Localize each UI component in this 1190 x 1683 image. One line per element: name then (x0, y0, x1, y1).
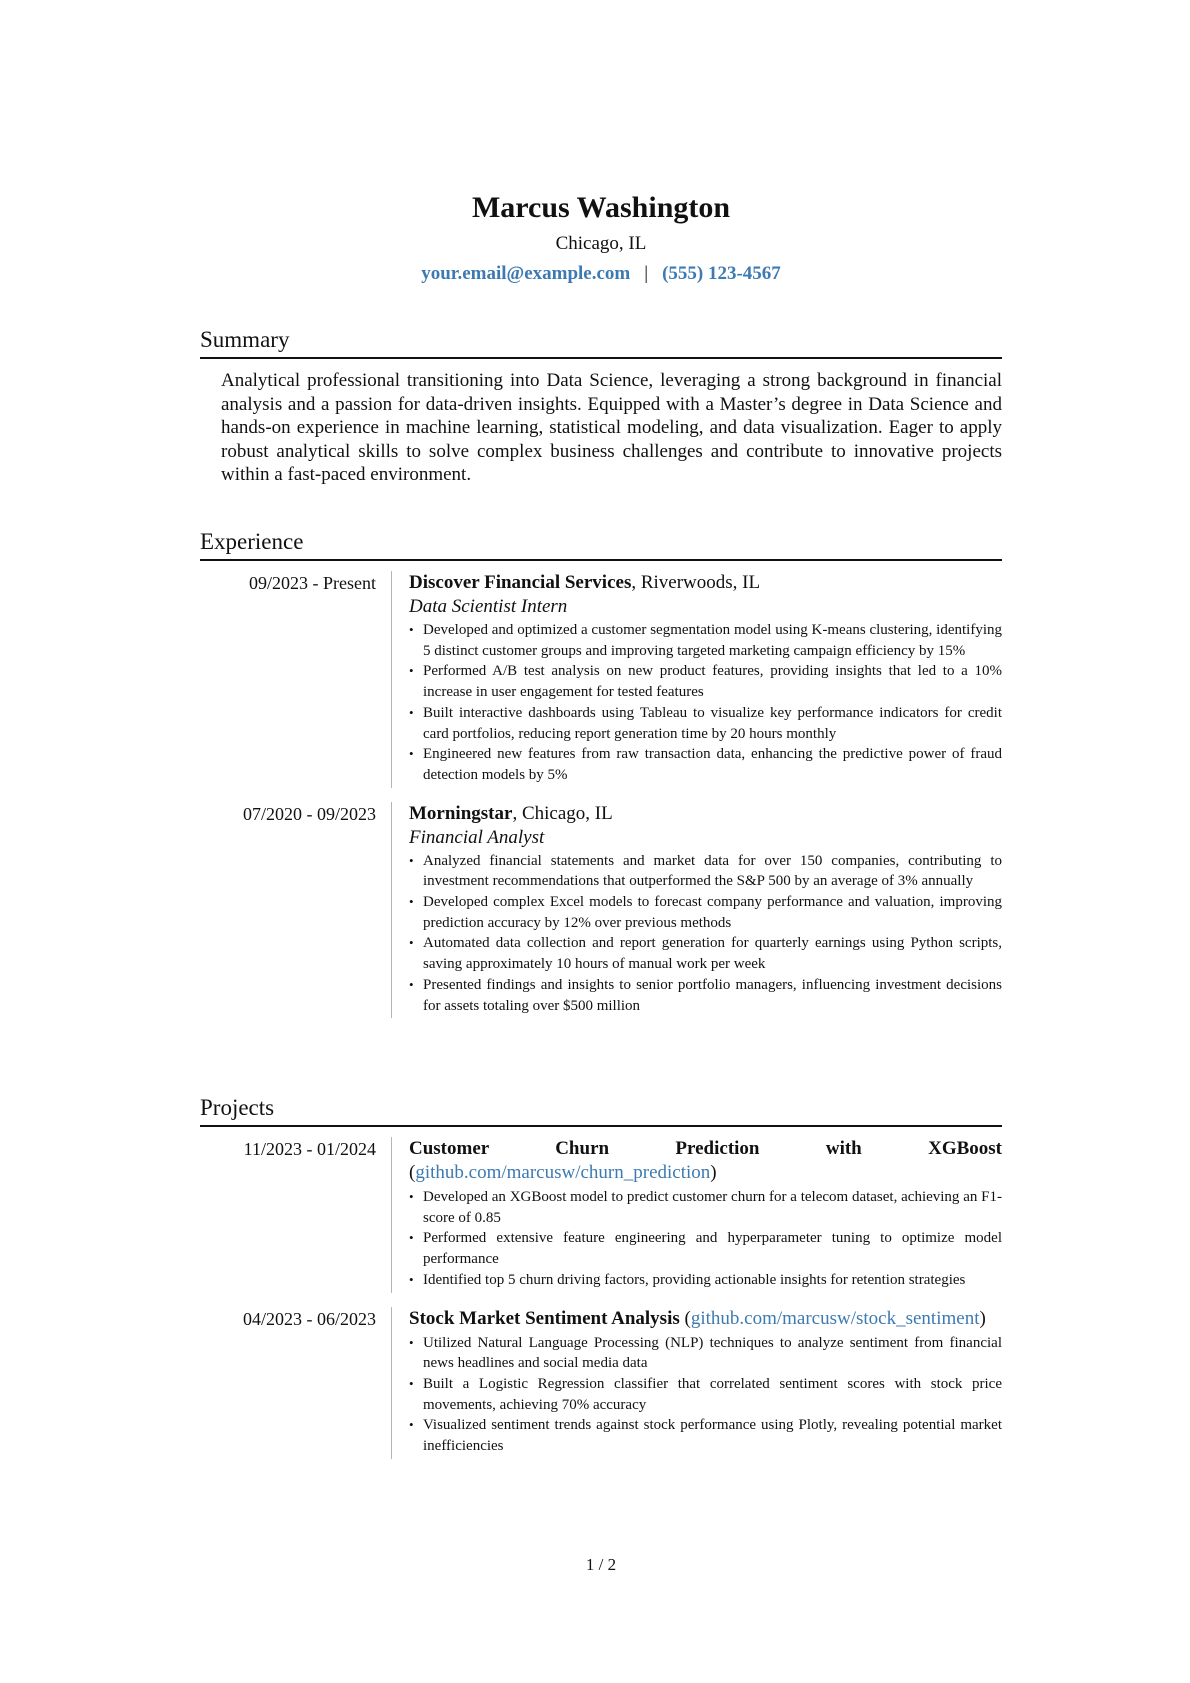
bullet-item: • Utilized Natural Language Processing (NLP) techniques to analyze sentiment from financial news headlines and social media data (409, 1333, 1002, 1374)
entry-date: 09/2023 - Present (249, 573, 376, 593)
paren: ) (710, 1162, 717, 1183)
bullet-item: • Automated data collection and report generation for quarterly earnings using Python scripts, saving approximately 10 hours of manual work per week (409, 933, 1002, 974)
section-title-experience: Experience (200, 528, 1002, 561)
bullet-item: • Built interactive dashboards using Tableau to visualize key performance indicators for credit card portfolios, reducing report generation time by 20 hours monthly (409, 703, 1002, 744)
bullet-item: • Developed complex Excel models to forecast company performance and valuation, improving prediction accuracy by 12% over previous methods (409, 892, 1002, 933)
contact-line (200, 262, 1002, 286)
job-title: Data Scientist Intern (409, 596, 568, 617)
email-link[interactable]: your.email@example.com (421, 263, 631, 284)
project-name: Stock Market Sentiment Analysis (409, 1307, 680, 1329)
entry-body (391, 571, 1002, 788)
section-title-summary: Summary (200, 326, 1002, 359)
summary-section (200, 326, 1002, 487)
project-entry (200, 1137, 1002, 1293)
project-name: Customer Churn Prediction with XGBoost (409, 1138, 1002, 1159)
project-link[interactable]: github.com/marcusw/stock_sentiment (690, 1307, 980, 1329)
entry-date: 04/2023 - 06/2023 (243, 1308, 376, 1329)
company-name: Discover Financial Services (409, 572, 632, 593)
bullet-list (409, 851, 1002, 1017)
projects-section (200, 1094, 1002, 1459)
entry-date: 07/2020 - 09/2023 (243, 803, 376, 824)
project-heading (409, 1307, 1002, 1331)
bullet-item: • Identified top 5 churn driving factors, providing actionable insights for retention strategies (409, 1270, 1002, 1291)
candidate-name: Marcus Washington (471, 191, 731, 224)
company-location: , Chicago, IL (512, 802, 613, 824)
resume-header (200, 188, 1002, 286)
page-number: 1 / 2 (585, 1555, 617, 1574)
bullet-item: • Developed an XGBoost model to predict customer churn for a telecom dataset, achieving an F1-score of 0.85 (409, 1187, 1002, 1228)
paren: ( (679, 1307, 691, 1329)
project-link[interactable]: github.com/marcusw/churn_prediction (415, 1162, 711, 1183)
experience-section (200, 528, 1002, 1018)
bullet-list (409, 620, 1002, 786)
project-entry (200, 1307, 1002, 1459)
company-location: , Riverwoods, IL (631, 572, 761, 593)
entry-heading (409, 802, 1002, 826)
experience-entry (200, 802, 1002, 1019)
bullet-item: • Performed A/B test analysis on new product features, providing insights that led to a 10% increase in user engagement for tested features (409, 661, 1002, 702)
contact-separator: | (644, 263, 649, 284)
bullet-list (409, 1187, 1002, 1291)
bullet-item: • Developed and optimized a customer segmentation model using K-means clustering, identifying 5 distinct customer groups and improving targeted marketing campaign efficiency by 15% (409, 620, 1002, 661)
project-heading (409, 1137, 1002, 1185)
bullet-item: • Performed extensive feature engineering and hyperparameter tuning to optimize model performance (409, 1228, 1002, 1269)
paren: ( (409, 1162, 416, 1183)
bullet-item: • Built a Logistic Regression classifier that correlated sentiment scores with stock price movements, achieving 70% accuracy (409, 1374, 1002, 1415)
bullet-item: • Analyzed financial statements and market data for over 150 companies, contributing to investment recommendations that outperformed the S&P 500 by an average of 3% annually (409, 851, 1002, 892)
bullet-item: • Presented findings and insights to senior portfolio managers, influencing investment decisions for assets totaling over $500 million (409, 975, 1002, 1016)
bullet-item: • Engineered new features from raw transaction data, enhancing the predictive power of fraud detection models by 5% (409, 744, 1002, 785)
entry-date: 11/2023 - 01/2024 (243, 1139, 376, 1159)
summary-text: Analytical professional transitioning into Data Science, leveraging a strong background in financial analysis and a passion for data-driven insights. Equipped with a Master’s degree in Data Science and hands-on experience in machine learning, statistical modeling, and data visualization. Eager to apply robust analytical skills to solve complex business challenges and contribute to innovative projects within a fast-paced environment. (221, 370, 1002, 485)
entry-body (391, 1307, 1002, 1459)
job-title: Financial Analyst (409, 826, 545, 848)
entry-body (391, 802, 1002, 1019)
section-title-projects: Projects (200, 1094, 1002, 1127)
candidate-location: Chicago, IL (555, 233, 647, 254)
phone-link[interactable]: (555) 123-4567 (662, 263, 781, 284)
bullet-list (409, 1333, 1002, 1457)
company-name: Morningstar (409, 802, 513, 824)
experience-entry (200, 571, 1002, 788)
paren: ) (979, 1307, 986, 1329)
resume-page (200, 0, 1002, 1683)
entry-body (391, 1137, 1002, 1293)
entry-heading (409, 571, 1002, 595)
bullet-item: • Visualized sentiment trends against stock performance using Plotly, revealing potential market inefficiencies (409, 1415, 1002, 1456)
